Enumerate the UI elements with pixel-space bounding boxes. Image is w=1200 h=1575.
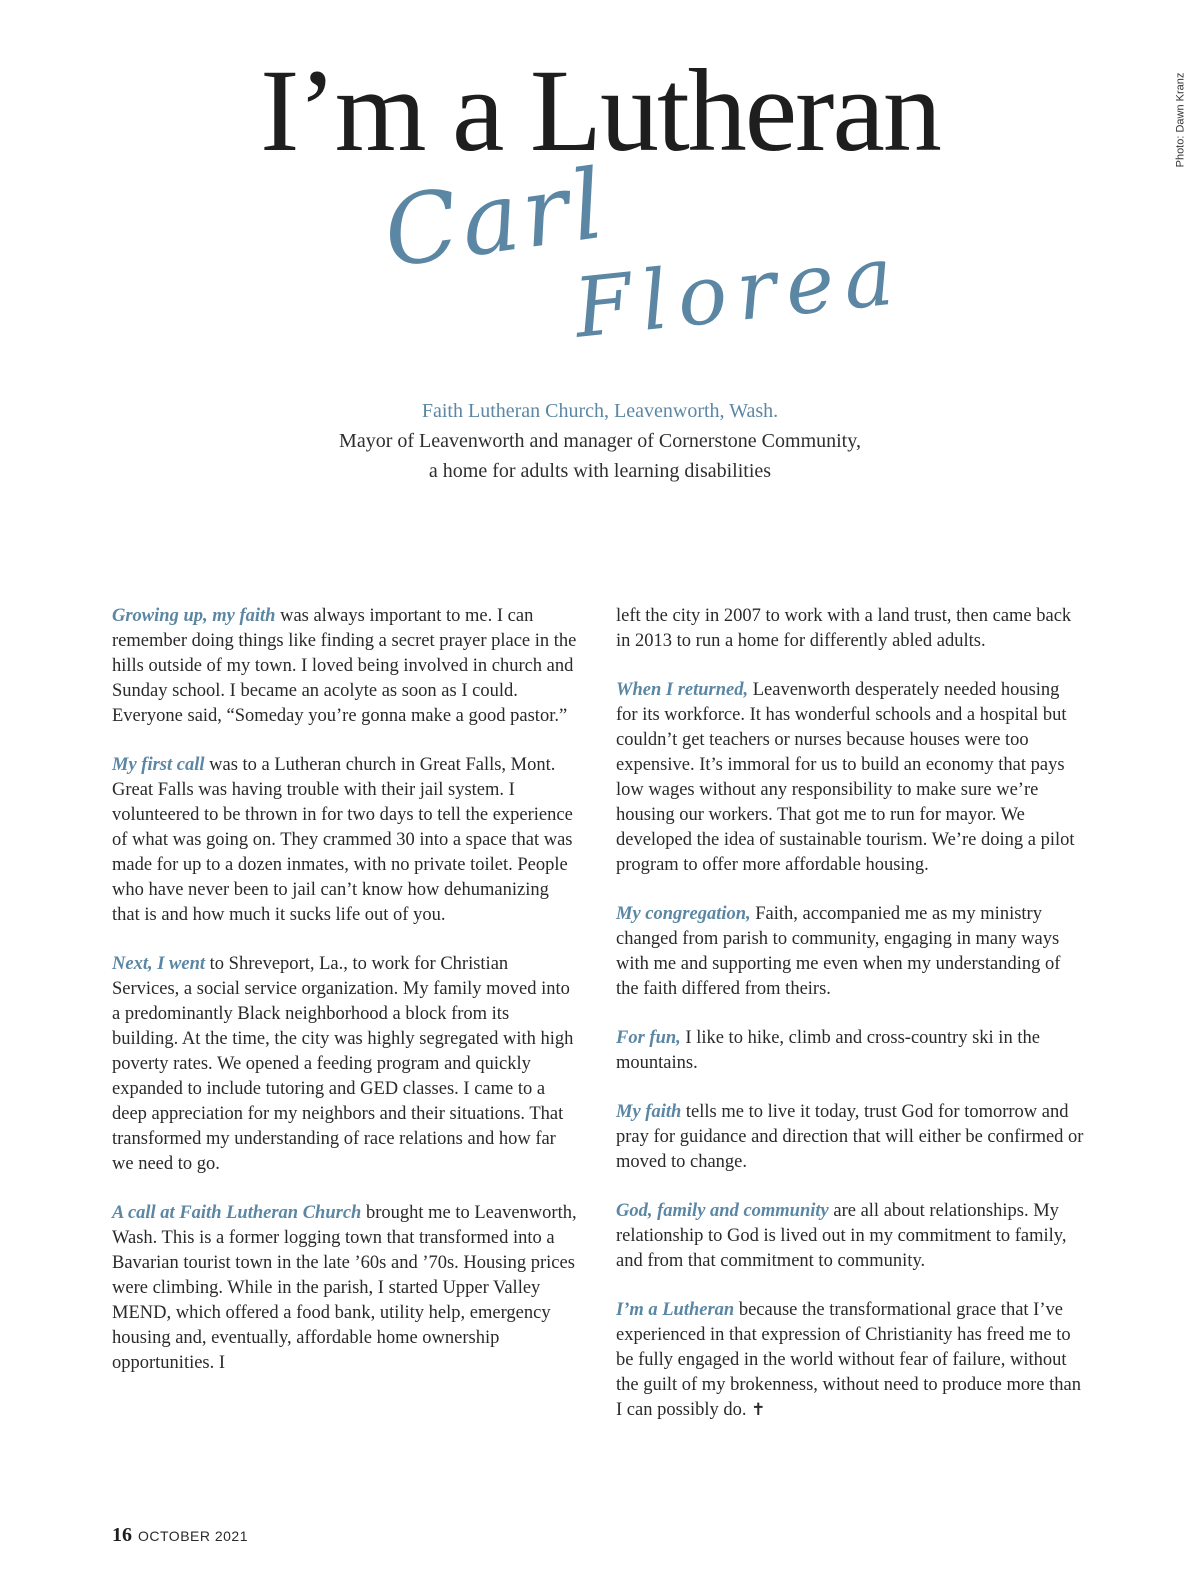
paragraph	[112, 1201, 580, 1376]
cross-end-mark-icon: ✝	[751, 1400, 766, 1420]
paragraph-lead: My first call	[112, 755, 205, 775]
paragraph-text: was always important to me. I can remember doing things like finding a secret prayer place in the hills outside of my town. I loved being involved in church and Sunday school. I became an acolyte as soon as I could. Everyone said, “Someday you’re gonna make a good pastor.”	[112, 606, 577, 726]
paragraph-lead: I’m a Lutheran	[616, 1300, 735, 1320]
paragraph	[616, 604, 1084, 654]
paragraph-text: to Shreveport, La., to work for Christian Services, a social service organization. My family moved into a predominantly Black neighborhood a block from its building. At the time, the city was highly segregated with high poverty rates. We opened a feeding program and quickly expanded to include tutoring and GED classes. I came to a deep appreciation for my neighbors and their situations. That transformed my understanding of race relations and how far we need to go.	[112, 954, 574, 1174]
paragraph-lead: God, family and community	[616, 1201, 829, 1221]
paragraph	[112, 604, 580, 729]
person-first-name: Carl	[377, 147, 614, 290]
paragraph	[616, 1100, 1084, 1175]
paragraph	[616, 1199, 1084, 1274]
photo-credit-text: Photo: Dawn Kranz	[1174, 72, 1186, 168]
page-title: I’m a Lutheran	[260, 45, 940, 176]
paragraph	[112, 753, 580, 928]
article-column-left	[112, 604, 580, 1400]
paragraph-lead: When I returned,	[616, 680, 749, 700]
role-line-2: a home for adults with learning disabilities	[428, 460, 772, 482]
article-column-right	[616, 604, 1084, 1447]
page-footer	[112, 1524, 248, 1547]
paragraph-lead: A call at Faith Lutheran Church	[112, 1203, 362, 1223]
paragraph	[112, 952, 580, 1177]
paragraph-text: tells me to live it today, trust God for tomorrow and pray for guidance and direction that will either be confirmed or moved to change.	[616, 1102, 1084, 1172]
paragraph	[616, 1298, 1084, 1423]
person-last-name: Florea	[570, 227, 908, 357]
paragraph	[616, 1026, 1084, 1076]
paragraph-text: are all about relationships. My relationship to God is lived out in my commitment to family, and from that commitment to community.	[616, 1201, 1067, 1271]
paragraph-text: I like to hike, climb and cross-country ski in the mountains.	[616, 1028, 1040, 1073]
issue-date: OCTOBER 2021	[138, 1528, 249, 1544]
paragraph-text: Faith, accompanied me as my ministry changed from parish to community, engaging in many ways with me and supporting me even when my understanding of the faith differed from theirs.	[616, 904, 1061, 999]
paragraph-text: brought me to Leavenworth, Wash. This is a former logging town that transformed into a Bavarian tourist town in the late ’60s and ’70s. Housing prices were climbing. While in the parish, I started Upper Valley MEND, which offered a food bank, utility help, emergency housing and, eventually, affordable home ownership opportunities. I	[112, 1203, 577, 1373]
paragraph-text: Leavenworth desperately needed housing for its workforce. It has wonderful schools and a hospital but couldn’t get teachers or nurses because houses were too expensive. It’s immoral for us to build an economy that pays low wages without any responsibility to make sure we’re housing our workers. That got me to run for mayor. We developed the idea of sustainable tourism. We’re doing a pilot program to offer more affordable housing.	[616, 680, 1075, 875]
church-line: Faith Lutheran Church, Leavenworth, Wash.	[421, 400, 779, 422]
paragraph-lead: For fun,	[616, 1028, 681, 1048]
page-number: 16	[112, 1524, 132, 1546]
paragraph-lead: My congregation,	[616, 904, 751, 924]
paragraph-lead: Growing up, my faith	[112, 606, 276, 626]
paragraph-lead: Next, I went	[112, 954, 206, 974]
subhead	[0, 396, 1200, 486]
paragraph	[616, 678, 1084, 878]
paragraph-text: because the transformational grace that I’ve experienced in that expression of Christianity has freed me to be fully engaged in the world without fear of failure, without the guilt of my brokenness, without need to produce more than I can possibly do.	[616, 1300, 1081, 1420]
paragraph-lead: My faith	[616, 1102, 682, 1122]
paragraph	[616, 902, 1084, 1002]
role-line-1: Mayor of Leavenworth and manager of Cornerstone Community,	[339, 430, 861, 452]
paragraph-text: was to a Lutheran church in Great Falls, Mont. Great Falls was having trouble with their jail system. I volunteered to be thrown in for two days to tell the experience of what was going on. They crammed 30 into a space that was made for up to a dozen inmates, with no private toilet. People who have never been to jail can’t know how dehumanizing that is and how much it sucks life out of you.	[112, 755, 573, 925]
paragraph-text: left the city in 2007 to work with a land trust, then came back in 2013 to run a home for differently abled adults.	[616, 606, 1072, 651]
